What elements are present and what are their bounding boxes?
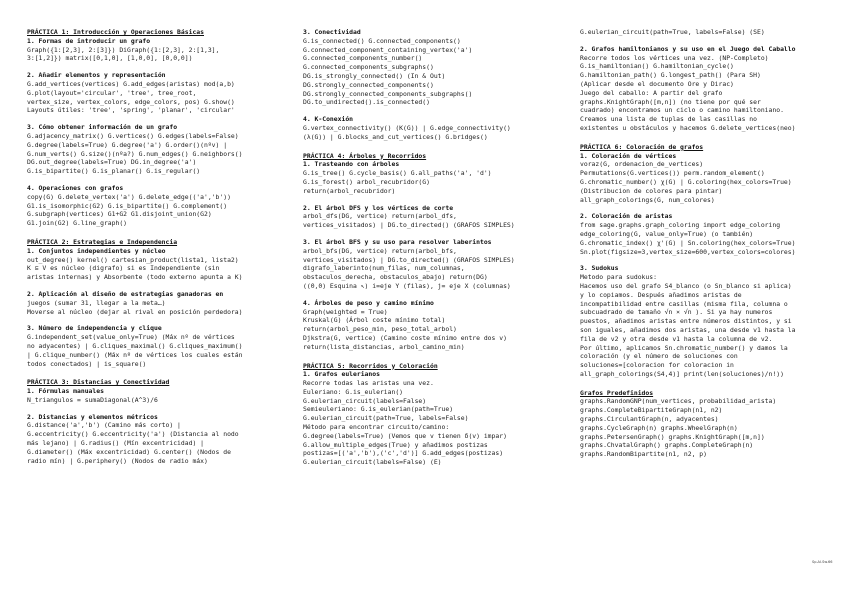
section-title: PRÁCTICA 4: Árboles y Recorridos: [303, 151, 427, 160]
text-line: all_graph_colorings(S4,4)] print(len(soluciones)/n!)): [580, 369, 784, 378]
text-line: Graph(weighted = True): [303, 307, 388, 316]
subsection-title: 4. Operaciones con grafos: [27, 183, 124, 192]
section: [580, 28, 825, 133]
subsection-title: 1. Fórmulas manuales: [27, 387, 104, 396]
section-title: Grafos Predefinidos: [580, 388, 654, 397]
subsection: [303, 299, 551, 352]
text-line: cuadrado) encontramos un ciclo o camino hamiltoniano.: [580, 106, 784, 115]
text-line: G.eccentricity() G.eccentricity('a') (Distancia al nodo: [27, 430, 239, 439]
text-line: DG.strongly_connected_components(): [303, 80, 434, 89]
subsection-title: 3. Número de independencia y clique: [27, 324, 162, 333]
section: [303, 28, 551, 142]
subsection-title: 1. Formas de introducir un grafo: [27, 36, 151, 45]
text-line: G.hamiltonian_path() G.longest_path() (Para SH): [580, 71, 761, 80]
subsection-title: 1. Conjuntos independientes y núcleo: [27, 246, 166, 255]
subsection: [580, 28, 825, 37]
text-line: G.is_tree() G.cycle_basis() G.all_paths('a', 'd'): [303, 169, 492, 178]
text-line: copy(G) G.delete_vertex('a') G.delete_edge(('a','b')): [27, 192, 231, 201]
footer-mark: Sp.AI.Sw.66: [812, 560, 833, 564]
text-line: incompatibilidad entre casillas (misma fila, columna o: [580, 299, 788, 308]
subsection: [27, 387, 275, 405]
text-line: graphs.RandomGNP(num_vertices, probabilidad_arista): [580, 397, 777, 406]
subsection-title: 3. Sudokus: [580, 264, 619, 273]
text-line: G1.join(G2) G.line_graph(): [27, 219, 128, 228]
text-line: y lo copiamos. Después añadimos aristas de: [580, 290, 742, 299]
text-line: G1.is_isomorphic(G2) G.is_bipartite() G.complement(): [27, 201, 228, 210]
subsection-title: 2. Grafos hamiltonianos y su uso en el Juego del Caballo: [580, 44, 796, 53]
text-line: vertices_visitados) | DG.to_directed() (GRAFOS SIMPLES): [303, 221, 515, 230]
text-line: G.degree(labels=True) G.degree('a') G.order()(nºv) |: [27, 140, 228, 149]
subsection-title: 4. K-Conexión: [303, 115, 354, 124]
text-line: DG.is_strongly_connected() (In & Out): [303, 71, 446, 80]
section: [580, 143, 825, 379]
text-line: Método para encontrar circuito/camino:: [303, 423, 450, 432]
subsection-title: 2. Distancias y elementos métricos: [27, 412, 158, 421]
text-line: | G.clique_number() (Máx nº de vértices los cuales están: [27, 350, 243, 359]
text-line: G.eulerian_circuit(path=True, labels=False): [303, 414, 469, 423]
subsection-title: 3. Conectividad: [303, 28, 361, 36]
subsection-title: 1. Trasteando con árboles: [303, 160, 400, 169]
section: [27, 238, 275, 368]
text-line: subcuadrado de tamaño √n × √n ). Si ya hay numeros: [580, 308, 773, 317]
subsection-title: 2. El árbol DFS y los vértices de corte: [303, 203, 454, 212]
subsection: [27, 413, 275, 466]
text-line: Hacemos uso del grafo S4_blanco (o Sn_blanco si aplica): [580, 281, 792, 290]
text-line: G.vertex_connectivity() (K(G)) | G.edge_connectivity(): [303, 123, 511, 132]
text-line: graphs.CompleteBipartiteGraph(n1, n2): [580, 406, 723, 415]
text-line: obstaculos_derecha, obstaculos_abajo) return(DG): [303, 273, 488, 282]
text-line: Recorre todas las aristas una vez.: [303, 379, 434, 388]
text-line: G.connected_components_subgraphs(): [303, 63, 434, 72]
section: [580, 389, 825, 459]
text-line: (Aplicar desde el documento Ore y Dirac): [580, 79, 734, 88]
text-line: Djkstra(G, vertice) (Camino coste mínimo entre dos v): [303, 333, 507, 342]
subsection: [303, 115, 551, 141]
text-line: radio mín) | G.periphery() (Nodos de radio máx): [27, 456, 208, 465]
text-line: soluciones=[coloracion for coloracion in: [580, 361, 734, 370]
text-line: G.is_hamiltonian() G.hamiltonian_cycle(): [580, 62, 734, 71]
subsection: [27, 71, 275, 115]
section-title: PRÁCTICA 1: Introducción y Operaciones Básicas: [27, 28, 204, 36]
text-line: from sage.graphs.graph_coloring import edge_coloring: [580, 221, 781, 230]
column-2: [303, 28, 551, 477]
text-line: Sn.plot(figsize=3,vertex_size=600,vertex_colors=colores): [580, 247, 796, 256]
text-line: puestos, añadimos aristas entre números distintos, y si: [580, 317, 792, 326]
text-line: graphs.KnightGraph([m,n]) (no tiene por qué ser: [580, 97, 761, 106]
subsection-title: 2. Aplicación al diseño de estrategias ganadoras en: [27, 289, 224, 298]
subsection: [580, 45, 825, 133]
column-3: [580, 28, 825, 469]
subsection: [303, 238, 551, 291]
text-line: G.is_forest() arbol_recubridor(G): [303, 177, 430, 186]
section: [27, 28, 275, 228]
subsection-title: 3. El árbol BFS y su uso para resolver laberintos: [303, 237, 492, 246]
text-line: (λ(G)) | G.blocks_and_cut_vertices() G.bridges(): [303, 132, 488, 141]
text-line: G.allow_multiple_edges(True) y añadimos postizas: [303, 440, 488, 449]
subsection: [580, 212, 825, 256]
section-title: PRÁCTICA 6: Coloración de grafos: [580, 142, 704, 151]
text-line: digrafo_laberinto(num_filas, num_columnas,: [303, 264, 465, 273]
text-line: G.num_verts() G.size()(nºa?) G.num_edges() G.neighbors(): [27, 149, 243, 158]
text-line: Layouts útiles: 'tree', 'spring', 'planar', 'circular': [27, 106, 235, 115]
text-line: arbol_bfs(DG, vertice) return(arbol_bfs,: [303, 246, 457, 255]
text-line: G.eulerian_circuit(path=True, labels=False) (SE): [580, 28, 765, 36]
subsection-title: 2. Coloración de aristas: [580, 212, 673, 221]
text-line: vertices_visitados) | DG.to_directed() (GRAFOS SIMPLES): [303, 255, 515, 264]
subsection-title: 4. Árboles de peso y camino mínimo: [303, 298, 434, 307]
text-line: son iguales, añadimos dos aristas, una desde v1 hasta la: [580, 325, 796, 334]
text-line: vertex_size, vertex_colors, edge_colors, pos) G.show(): [27, 97, 235, 106]
text-line: 3:[1,2]}) matrix([0,1,0], [1,0,0], [0,0,0]): [27, 54, 193, 63]
subsection: [303, 160, 551, 195]
text-line: G.connected_component_containing_vertex('a'): [303, 45, 473, 54]
subsection: [580, 397, 825, 459]
subsection-title: 1. Coloración de vértices: [580, 151, 677, 160]
text-line: G.eulerian_circuit(labels=False) (E): [303, 458, 442, 467]
text-line: no adyacentes) | G.cliques_maximal() G.cliques_maximum(): [27, 341, 243, 350]
text-line: Recorre todos los vértices una vez. (NP-Completo): [580, 53, 769, 62]
subsection: [303, 370, 551, 467]
text-line: G.plot(layout='circular', 'tree', tree_root,: [27, 88, 197, 97]
text-line: G.adjacency_matrix() G.vertices() G.edges(labels=False): [27, 131, 239, 140]
text-line: G.is_bipartite() G.is_planar() G.is_regular(): [27, 167, 201, 176]
text-line: G.distance('a','b') (Camino más corto) |: [27, 421, 181, 430]
text-line: return(arbol_peso_min, peso_total_arbol): [303, 325, 457, 334]
subsection: [27, 37, 275, 63]
text-line: Creamos una lista de tuplas de las casillas no: [580, 115, 757, 124]
text-line: Permutations(G.vertices()) perm.random_element(): [580, 169, 765, 178]
text-line: G.degree(labels=True) (Vemos que v tienen δ(v) impar): [303, 431, 507, 440]
subsection: [580, 264, 825, 378]
section: [303, 152, 551, 352]
text-line: G.connected_components_number(): [303, 54, 423, 63]
subsection-title: 3. Cómo obtener información de un grafo: [27, 123, 178, 132]
text-line: graphs.RandomBipartite(n1, n2, p): [580, 450, 707, 459]
subsection: [27, 247, 275, 282]
text-line: coloración (y el número de soluciones con: [580, 352, 738, 361]
text-line: Metodo para sudokus:: [580, 273, 657, 282]
text-line: N_triangulos = sumaDiagonal(A^3)/6: [27, 395, 158, 404]
text-line: Juego del caballo: A partir del grafo: [580, 88, 723, 97]
subsection: [27, 184, 275, 228]
text-line: G.chromatic_index() χ'(G) | Sn.coloring(hex_colors=True): [580, 238, 796, 247]
text-line: graphs.CycleGraph(n) graphs.WheelGraph(n): [580, 423, 738, 432]
subsection: [303, 28, 551, 107]
text-line: graphs.PetersenGraph() graphs.KnightGraph([m,n]): [580, 432, 765, 441]
text-line: DG.out_degree(labels=True) DG.in_degree('a'): [27, 158, 197, 167]
text-line: G.chromatic_number() χ(G) | G.coloring(hex_colors=True): [580, 177, 792, 186]
text-line: graphs.ChvatalGraph() graphs.CompleteGraph(n): [580, 441, 754, 450]
subsection: [27, 290, 275, 316]
subsection: [27, 324, 275, 368]
text-line: G.add_vertices(vertices) G.add_edges(aristas) mod(a,b): [27, 79, 235, 88]
text-line: Por último, aplicamos Sn.chromatic_number() y damos la: [580, 343, 788, 352]
section-title: PRÁCTICA 5: Recorridos y Coloración: [303, 361, 438, 370]
section-title: PRÁCTICA 3: Distancias y Conectividad: [27, 378, 170, 387]
text-line: return(arbol_recubridor): [303, 186, 396, 195]
text-line: arbol_dfs(DG, vertice) return(arbol_dfs,: [303, 212, 457, 221]
text-line: G.independent_set(value_only=True) (Máx nº de vértices: [27, 333, 235, 342]
subsection-title: 2. Añadir elementos y representación: [27, 71, 166, 80]
text-line: Euleriano: G.is_eulerian(): [303, 387, 404, 396]
text-line: (Distribucion de colores para pintar): [580, 186, 723, 195]
text-line: G.subgraph(vertices) G1+G2 G1.disjoint_union(G2): [27, 210, 212, 219]
text-line: G.is_connected() G.connected_components(): [303, 36, 461, 45]
subsection-title: 1. Grafos eulerianos: [303, 370, 380, 379]
subsection: [27, 123, 275, 176]
text-line: DG.strongly_connected_components_subgraphs(): [303, 89, 473, 98]
text-line: K ⊆ V es núcleo (digrafo) si es Independiente (sin: [27, 264, 220, 273]
section: [303, 362, 551, 468]
section-title: PRÁCTICA 2: Estrategias e Independencia: [27, 237, 178, 246]
subsection: [580, 152, 825, 205]
section: [27, 378, 275, 465]
text-line: DG.to_undirected().is_connected(): [303, 98, 430, 107]
text-line: más lejano) | G.radius() (Mín excentricidad) |: [27, 439, 204, 448]
text-line: edge_coloring(G, value_only=True) (o también): [580, 229, 754, 238]
text-line: Graph({1:[2,3], 2:[3]}) DiGraph({1:[2,3], 2:[1,3],: [27, 45, 220, 54]
text-line: Moverse al núcleo (dejar al rival en posición perdedora): [27, 307, 243, 316]
text-line: ((0,0) Esquina ↖) i=eje Y (filas), j= eje X (columnas): [303, 281, 511, 290]
text-line: fila de v2 y otra desde v1 hasta la columna de v2.: [580, 334, 773, 343]
column-1: [27, 28, 275, 475]
text-line: G.eulerian_circuit(labels=False): [303, 396, 427, 405]
text-line: out_degree() kernel() cartesian_product(lista1, lista2): [27, 255, 239, 264]
text-line: return(lista_distancias, arbol_camino_min): [303, 342, 465, 351]
text-line: graphs.CirculantGraph(n, adyacentes): [580, 415, 719, 424]
text-line: Kruskal(G) (Árbol coste mínimo total): [303, 316, 446, 325]
text-line: voraz(G, ordenacion_de_vertices): [580, 160, 704, 169]
text-line: postizas=[('a','b'),('c','d')] G.add_edges(postizas): [303, 449, 504, 458]
text-line: existentes u obstáculos y hacemos G.delete_vertices(neo): [580, 123, 796, 132]
text-line: Semieuleriano: G.is_eulerian(path=True): [303, 405, 454, 414]
text-line: all_graph_colorings(G, num_colores): [580, 195, 715, 204]
text-line: aristas internas) y Absorbente (todo externo apunta a K): [27, 273, 243, 282]
text-line: juegos (sumar 31, llegar a la meta…): [27, 298, 166, 307]
text-line: todos conectados) | is_square(): [27, 359, 147, 368]
text-line: G.diameter() (Máx excentricidad) G.center() (Nodos de: [27, 447, 231, 456]
subsection: [303, 204, 551, 230]
